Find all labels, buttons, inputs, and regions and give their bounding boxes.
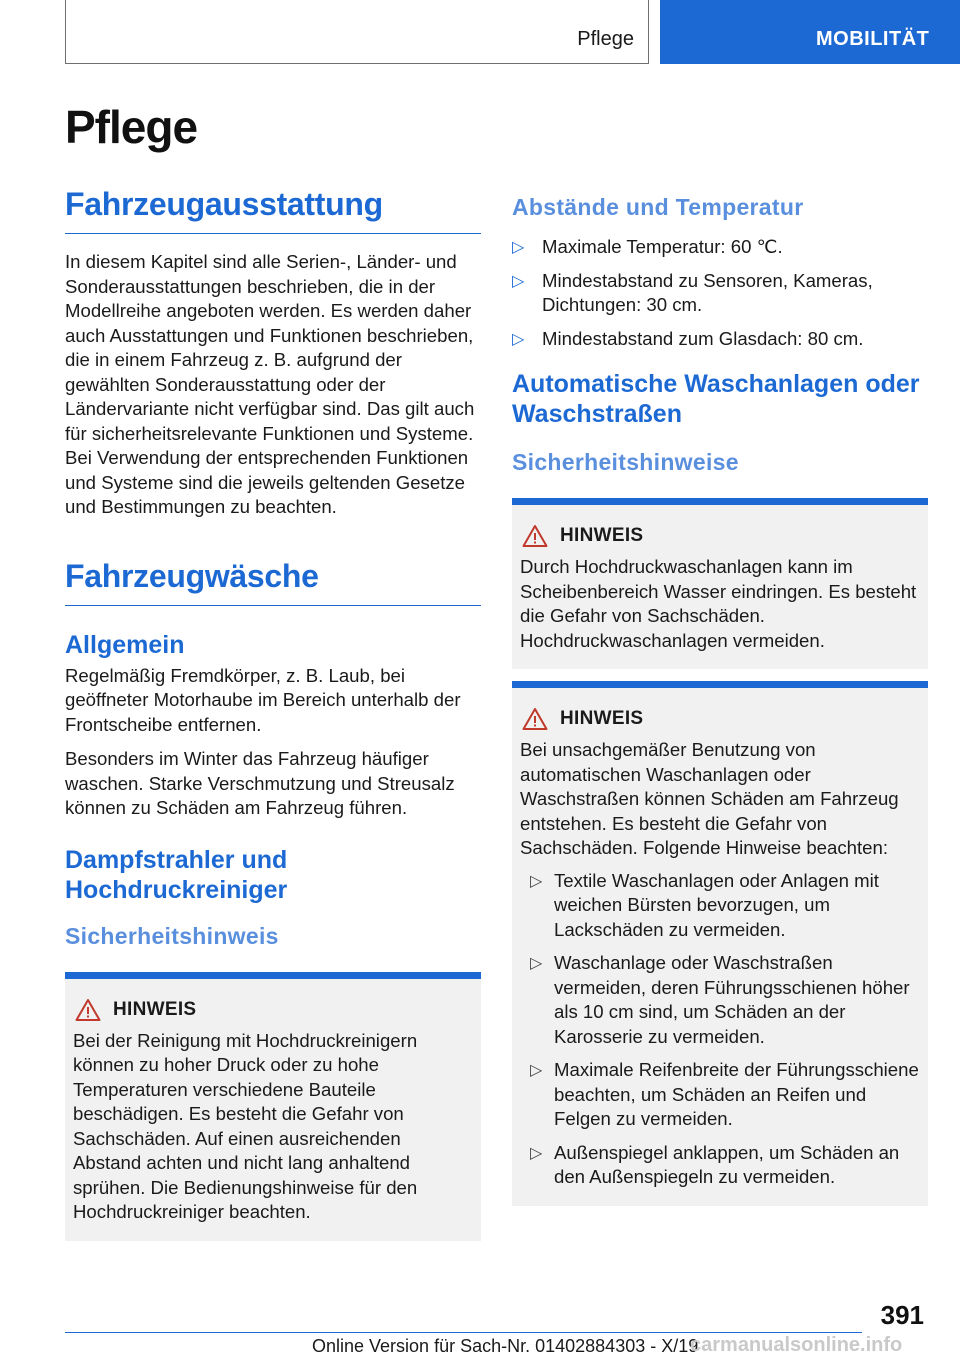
paragraph-ausstattung: In diesem Kapitel sind alle Serien-, Länder- und Sonderausstattungen beschrieben, die in der Modellreihe angeboten werden. Es werden daher auch Ausstattungen und Funktionen beschrieben, die in einem Fahrzeug z. B. aufgrund der gewählten Sonderausstattung oder der Ländervariante nicht verfügbar sind. Das gilt auch für sicherheitsrelevante Funktionen und Systeme. Bei Verwendung der entsprechenden Funktionen und Systeme sind die jeweils geltenden Gesetze und Bestimmungen zu beachten. [65, 251, 475, 517]
footer-watermark: carmanualsonline.info [690, 1334, 903, 1356]
triangle-bullet-icon: ▷ [530, 955, 543, 972]
left-column [65, 186, 481, 1241]
paragraph-allgemein-1: Regelmäßig Fremdkörper, z. B. Laub, bei geöffneter Motorhaube im Bereich unterhalb der Frontscheibe entfernen. [65, 664, 461, 735]
list-item-text: Außenspiegel anklappen, um Schäden an den Außenspiegeln zu vermeiden. [554, 1141, 900, 1187]
warning-icon [75, 998, 101, 1022]
list-item [512, 269, 928, 318]
note-title: HINWEIS [560, 708, 644, 729]
footer-divider [65, 1332, 862, 1333]
heading-allgemein: Allgemein [65, 630, 185, 659]
heading-abstaende: Abstände und Temperatur [512, 194, 804, 220]
heading-fahrzeugwaesche: Fahrzeugwäsche [65, 558, 481, 606]
note-title: HINWEIS [113, 998, 197, 1020]
list-item-text: Mindestabstand zu Sensoren, Kameras, Dichtungen: 30 cm. [542, 269, 873, 315]
list-item [520, 1058, 920, 1132]
heading-sicherheitshinweise: Sicherheitshinweise [512, 449, 739, 475]
footer-version-text: Online Version für Sach-Nr. 01402884303 - X/19 [312, 1336, 699, 1356]
triangle-bullet-icon: ▷ [512, 239, 525, 256]
list-item [512, 235, 928, 260]
note-title: HINWEIS [560, 525, 644, 546]
note-box-hochdruckreiniger [65, 972, 481, 1241]
triangle-bullet-icon: ▷ [530, 1144, 543, 1162]
triangle-bullet-icon: ▷ [530, 1062, 543, 1079]
note-header [520, 521, 920, 551]
list-item [520, 951, 920, 1049]
triangle-bullet-icon: ▷ [530, 872, 543, 890]
list-item-text: Mindestabstand zum Glasdach: 80 cm. [542, 327, 864, 349]
triangle-bullet-icon: ▷ [512, 330, 525, 348]
list-item [520, 1141, 920, 1190]
list-item-text: Textile Waschanlagen oder Anlagen mit weichen Bürsten bevorzugen, um Lackschäden zu vermeiden. [554, 869, 879, 940]
paragraph-allgemein-2: Besonders im Winter das Fahrzeug häufiger waschen. Starke Verschmutzung und Streusalz können zu Schäden am Fahrzeug führen. [65, 748, 455, 818]
note-text: Durch Hochdruckwaschanlagen kann im Scheibenbereich Wasser eindringen. Es besteht die Gefahr von Sachschäden. Hochdruckwaschanlagen vermeiden. [520, 556, 917, 651]
list-item [512, 327, 928, 352]
note-text: Bei unsachgemäßer Benutzung von automatischen Waschanlagen oder Waschstraßen können Schäden am Fahrzeug entstehen. Es besteht die Gefahr von Sachschäden. Folgende Hinweise beachten: [520, 739, 899, 858]
warning-icon [522, 707, 548, 731]
heading-dampfstrahler: Dampfstrahler und Hochdruckreiniger [65, 845, 288, 904]
heading-sicherheitshinweis: Sicherheitshinweis [65, 922, 279, 949]
page-number: 391 [880, 1300, 924, 1330]
header-chapter-tab[interactable] [660, 0, 960, 64]
note-list [520, 869, 920, 1190]
note-text: Bei der Reinigung mit Hochdruckreinigern können zu hoher Druck oder zu hohe Temperaturen verschiedene Bauteile beschädigen. Es besteht die Gefahr von Sachschäden. Auf einen ausreichenden Abstand achten und nicht lang anhaltend sprühen. Die Bedienungshinweise für den Hochdruckreiniger beachten. [73, 1029, 418, 1222]
note-header [520, 704, 920, 734]
right-column [512, 186, 928, 1206]
warning-icon [522, 524, 548, 548]
header-section-box [65, 0, 649, 64]
header-section-label: Pflege [577, 28, 634, 50]
triangle-bullet-icon: ▷ [512, 272, 525, 290]
list-item [520, 869, 920, 943]
heading-waschanlagen: Automatische Waschanlagen oder Waschstraßen [512, 370, 920, 428]
list-item-text: Maximale Reifenbreite der Führungsschiene beachten, um Schäden an Reifen und Felgen zu vermeiden. [554, 1059, 919, 1129]
note-box-waschanlagen [512, 681, 928, 1206]
note-box-hochdruckwaschanlagen [512, 498, 928, 669]
list-item-text: Waschanlage oder Waschstraßen vermeiden, deren Führungsschienen höher als 10 cm sind, um Schäden an der Karosserie zu vermeiden. [554, 952, 910, 1047]
heading-fahrzeugausstattung: Fahrzeugausstattung [65, 186, 481, 234]
abstaende-list [512, 235, 928, 351]
page-title: Pflege [65, 101, 198, 153]
note-header [73, 995, 473, 1025]
header-chapter-label: MOBILITÄT [816, 28, 930, 50]
list-item-text: Maximale Temperatur: 60 ℃. [542, 236, 783, 257]
